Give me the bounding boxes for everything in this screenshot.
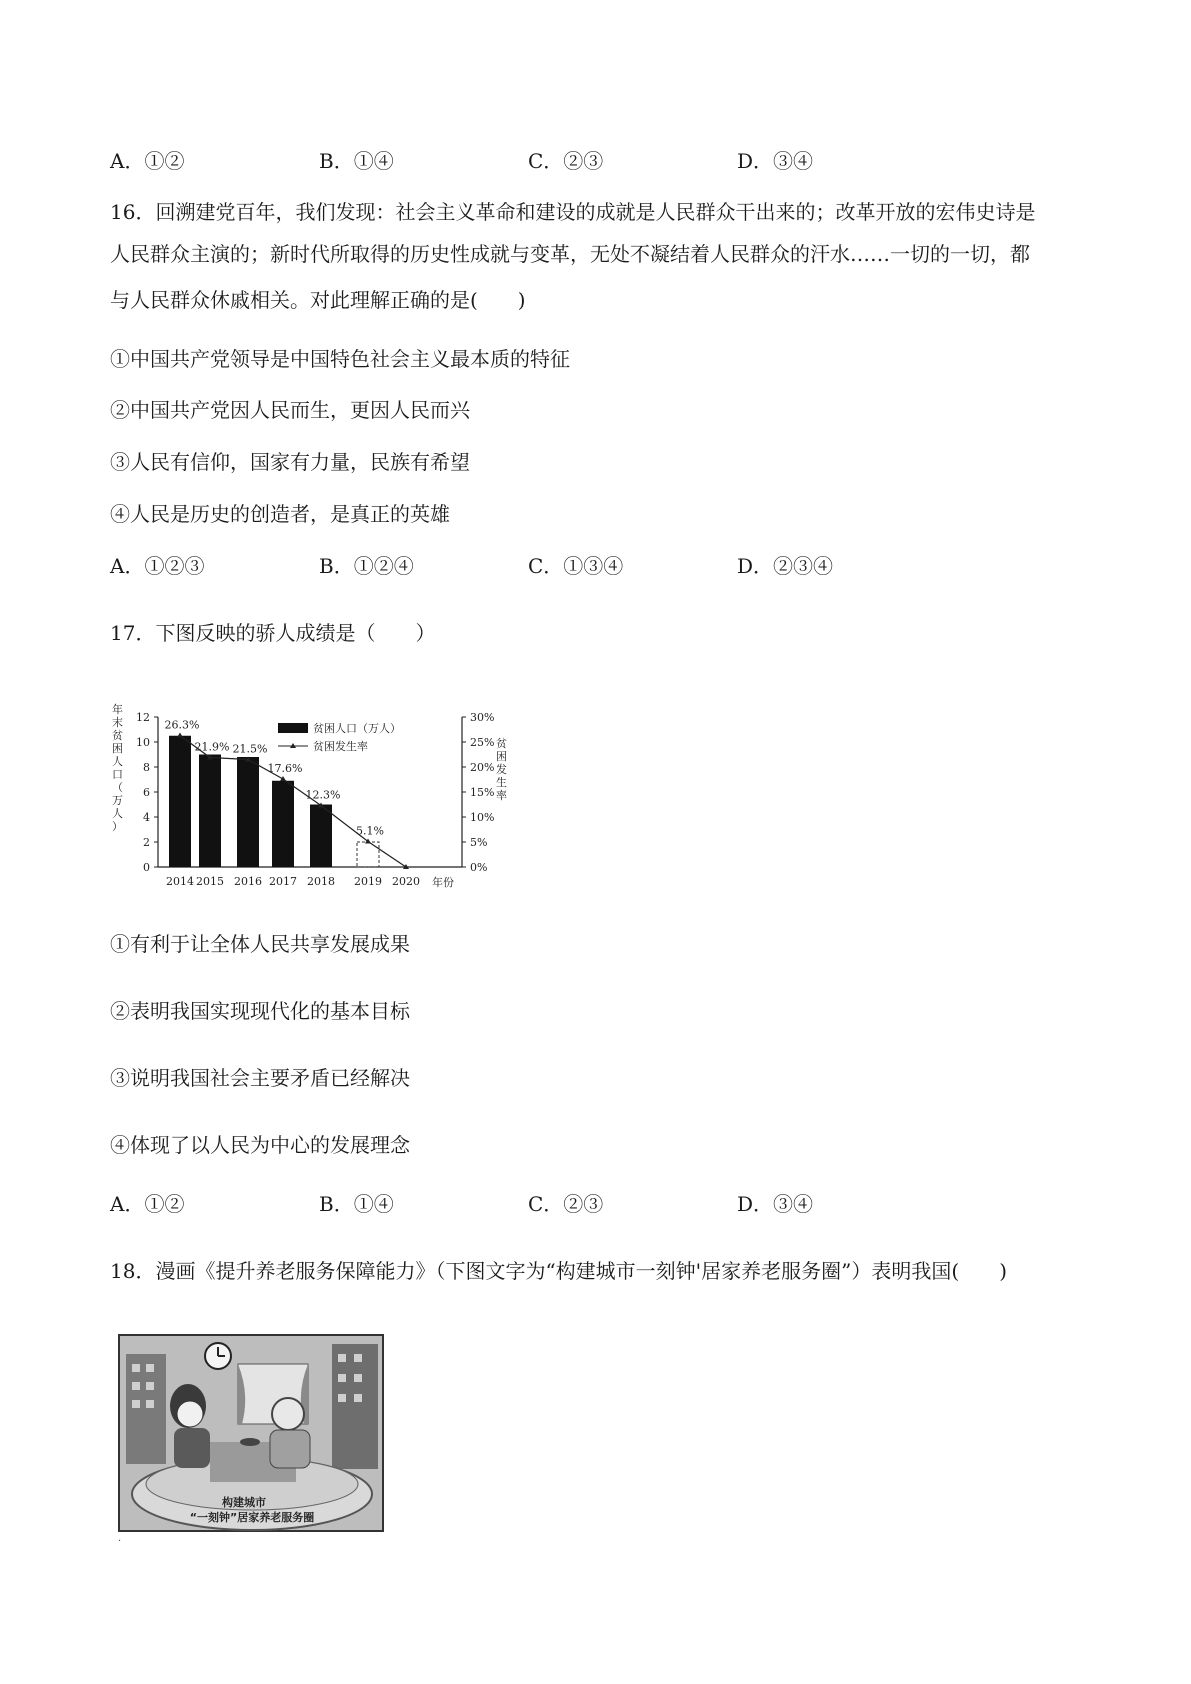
cartoon-sign-line-1: 构建城市 xyxy=(222,1496,266,1509)
legend-bar-label: 贫困人口（万人） xyxy=(313,722,401,735)
rate-data-label: 12.3% xyxy=(305,788,341,802)
building-right xyxy=(332,1344,378,1469)
rate-data-label: 26.3% xyxy=(164,718,200,732)
bar xyxy=(237,757,259,867)
bar xyxy=(272,781,294,867)
y-left-tick-label: 4 xyxy=(143,811,150,824)
q18-stem: 18．漫画《提升养老服务保障能力》（下图文字为“构建城市一刻钟'居家养老服务圈”）表明我国( ) xyxy=(110,1259,1008,1283)
y-right-tick-label: 0% xyxy=(470,861,488,874)
option-c: C．②③ xyxy=(528,149,604,173)
option-b: B．①②④ xyxy=(319,554,414,578)
x-axis-unit-label: 年份 xyxy=(432,876,454,889)
y-axis-left-label: 年末贫困人口（万人） xyxy=(112,703,123,833)
rate-data-label: 5.1% xyxy=(356,824,384,838)
y-right-tick-label: 5% xyxy=(470,836,488,849)
y-left-tick-label: 6 xyxy=(143,786,150,799)
option-a: A．①② xyxy=(110,1192,185,1216)
bar xyxy=(357,842,379,867)
y-right-tick-label: 20% xyxy=(470,761,495,774)
x-tick-label: 2014 xyxy=(166,875,194,888)
cartoon-mark: · xyxy=(118,1536,122,1546)
q17-statement-1: ①有利于让全体人民共享发展成果 xyxy=(110,932,410,956)
q16-options xyxy=(110,552,1010,580)
q15-options xyxy=(110,147,1010,175)
option-d: D．③④ xyxy=(737,1192,814,1216)
option-c: C．②③ xyxy=(528,1192,604,1216)
bowl-icon xyxy=(240,1438,260,1446)
q17-statement-2: ②表明我国实现现代化的基本目标 xyxy=(110,999,410,1023)
bar xyxy=(199,755,221,868)
y-left-tick-label: 0 xyxy=(143,861,150,874)
legend-bar-swatch xyxy=(278,723,308,733)
y-axis-right-label: 贫困发生率 xyxy=(496,737,507,802)
x-tick-label: 2020 xyxy=(392,875,420,888)
x-tick-label: 2017 xyxy=(269,875,297,888)
q16-statement-4: ④人民是历史的创造者，是真正的英雄 xyxy=(110,502,450,526)
q17-stem: 17．下图反映的骄人成绩是（ ） xyxy=(110,621,436,645)
q17-statement-4: ④体现了以人民为中心的发展理念 xyxy=(110,1133,410,1157)
y-right-tick-label: 30% xyxy=(470,711,495,724)
x-tick-label: 2018 xyxy=(307,875,335,888)
x-tick-label: 2019 xyxy=(354,875,382,888)
y-left-tick-label: 8 xyxy=(143,761,150,774)
option-c: C．①③④ xyxy=(528,554,624,578)
legend-line-label: 贫困发生率 xyxy=(313,740,368,753)
cartoon-sign-line-2: “一刻钟”居家养老服务圈 xyxy=(189,1511,315,1524)
rate-data-label: 21.9% xyxy=(194,740,230,754)
y-right-tick-label: 15% xyxy=(470,786,495,799)
bar xyxy=(310,805,332,868)
option-a: A．①②③ xyxy=(110,554,205,578)
q16-statement-2: ②中国共产党因人民而生，更因人民而兴 xyxy=(110,398,470,422)
option-a: A．①② xyxy=(110,149,185,173)
y-left-tick-label: 10 xyxy=(136,736,150,749)
x-tick-label: 2016 xyxy=(234,875,262,888)
rate-data-label: 17.6% xyxy=(267,762,303,775)
y-right-tick-label: 25% xyxy=(470,736,495,749)
q16-statement-3: ③人民有信仰，国家有力量，民族有希望 xyxy=(110,450,470,474)
q17-statement-3: ③说明我国社会主要矛盾已经解决 xyxy=(110,1066,410,1090)
option-b: B．①④ xyxy=(319,1192,394,1216)
bar xyxy=(169,736,191,867)
rate-data-label: 21.5% xyxy=(232,742,268,756)
q16-statement-1: ①中国共产党领导是中国特色社会主义最本质的特征 xyxy=(110,347,570,371)
q16-stem-line-3: 与人民群众休戚相关。对此理解正确的是( ) xyxy=(110,288,526,312)
q16-stem-line-1: 16．回溯建党百年，我们发现：社会主义革命和建设的成就是人民群众干出来的；改革开放的宏伟史诗是 xyxy=(110,200,1036,224)
poverty-chart xyxy=(110,695,510,895)
elderly-figure xyxy=(270,1398,310,1468)
rate-point xyxy=(177,733,183,738)
q17-options xyxy=(110,1190,1010,1218)
clock-icon xyxy=(205,1343,231,1369)
y-left-tick-label: 12 xyxy=(136,711,150,724)
y-left-tick-label: 2 xyxy=(143,836,150,849)
q16-stem-line-2: 人民群众主演的；新时代所取得的历史性成就与变革，无处不凝结着人民群众的汗水……一切的一切，都 xyxy=(110,242,1030,266)
elderly-care-cartoon xyxy=(118,1334,386,1546)
option-b: B．①④ xyxy=(319,149,394,173)
y-right-tick-label: 10% xyxy=(470,811,495,824)
option-d: D．③④ xyxy=(737,149,814,173)
x-tick-label: 2015 xyxy=(196,875,224,888)
option-d: D．②③④ xyxy=(737,554,834,578)
